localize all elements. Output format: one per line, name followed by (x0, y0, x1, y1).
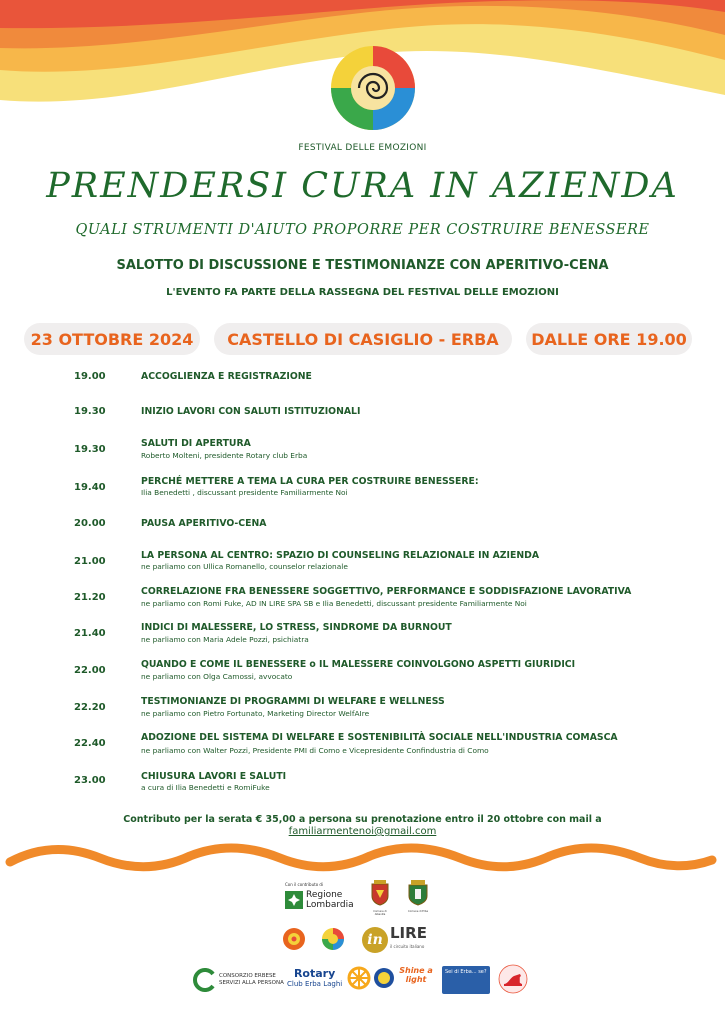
sei-di-erba-logo (442, 966, 490, 994)
page-title: PRENDERSI CURA IN AZIENDA (46, 166, 679, 206)
schedule-title: CHIUSURA LAVORI E SALUTI (141, 771, 287, 782)
schedule-time: 20.00 (74, 518, 106, 529)
event-series-note: L'EVENTO FA PARTE DELLA RASSEGNA DEL FESTIVAL DELLE EMOZIONI (166, 287, 559, 298)
inlire-logo (362, 926, 427, 954)
schedule-title: ACCOGLIENZA E REGISTRAZIONE (141, 371, 312, 382)
schedule-speaker: ne parliamo con Ullica Romanello, counselor relazionale (141, 562, 348, 571)
schedule-title: TESTIMONIANZE DI PROGRAMMI DI WELFARE E WELLNESS (141, 696, 445, 707)
familiarmente-noi-logo-icon (282, 927, 306, 951)
schedule-title: CORRELAZIONE FRA BENESSERE SOGGETTIVO, PERFORMANCE E SODDISFAZIONE LAVORATIVA (141, 586, 632, 597)
schedule-time: 21.20 (74, 592, 106, 603)
decorative-bottom-wave (0, 838, 725, 878)
schedule-time: 19.00 (74, 371, 106, 382)
festival-logo-icon (318, 40, 428, 140)
comune-erba-logo (405, 880, 431, 913)
comune1-caption: Comune di Albavilla (373, 910, 387, 916)
inlire-prefix: in (362, 927, 388, 953)
schedule-time: 21.40 (74, 628, 106, 639)
consorzio-erbese-logo (193, 966, 284, 994)
coat-of-arms-icon (370, 880, 390, 906)
schedule-speaker: ne parliamo con Pietro Fortunato, Marketing Director WelfAIre (141, 709, 370, 718)
schedule-time: 19.30 (74, 406, 106, 417)
schedule-title: INIZIO LAVORI CON SALUTI ISTITUZIONALI (141, 406, 361, 417)
schedule-speaker: ne parliamo con Olga Camossi, avvocato (141, 672, 293, 681)
lions-badge-icon (373, 967, 395, 989)
contribution-note: Contributo per la serata € 35,00 a persona su prenotazione entro il 20 ottobre con mail a (123, 814, 602, 825)
regione-line1: Regione (306, 890, 343, 900)
rotary-line2: Club Erba Laghi (287, 980, 343, 988)
event-location-badge: CASTELLO DI CASIGLIO - ERBA (214, 323, 512, 355)
comune2-caption: Comune di Erba (407, 910, 428, 913)
rotary-wheel-icon (347, 966, 371, 990)
schedule-time: 19.30 (74, 444, 106, 455)
schedule-speaker: a cura di Ilia Benedetti e RomiFuke (141, 783, 270, 792)
schedule-time: 22.40 (74, 738, 106, 749)
contact-email-link[interactable]: familiarmentenoi@gmail.com (288, 826, 437, 837)
consorzio-line1: CONSORZIO ERBESE (219, 973, 276, 979)
consorzio-line2: SERVIZI ALLA PERSONA (219, 980, 284, 986)
schedule-title: INDICI DI MALESSERE, LO STRESS, SINDROME DA BURNOUT (141, 622, 452, 633)
schedule-title: PERCHÉ METTERE A TEMA LA CURA PER COSTRUIRE BENESSERE: (141, 476, 479, 487)
regione-lombardia-logo (285, 889, 355, 911)
inlire-brand: LIRE (390, 924, 427, 942)
comune-albavilla-logo (368, 880, 392, 916)
schedule-time: 22.00 (74, 665, 106, 676)
schedule-title: PAUSA APERITIVO-CENA (141, 518, 267, 529)
schedule-time: 19.40 (74, 482, 106, 493)
festival-small-logo-icon (320, 926, 346, 952)
regione-lombardia-icon (285, 891, 303, 909)
sei-di-erba-text: Sei di Erba... se? (445, 969, 487, 975)
schedule-time: 23.00 (74, 775, 106, 786)
schedule-title: QUANDO E COME IL BENESSERE o IL MALESSERE COINVOLGONO ASPETTI GIURIDICI (141, 659, 576, 670)
event-description: SALOTTO DI DISCUSSIONE E TESTIMONIANZE CON APERITIVO-CENA (116, 258, 609, 273)
inlire-tagline: il circuito italiano (390, 944, 425, 949)
red-shoe-logo-icon (496, 964, 530, 994)
regione-line2: Lombardia (306, 900, 354, 910)
shine-a-light-logo: Shine a light (399, 966, 433, 984)
page-subtitle: QUALI STRUMENTI D'AIUTO PROPORRE PER COSTRUIRE BENESSERE (75, 222, 650, 238)
schedule-speaker: ne parliamo con Romi Fuke, AD IN LIRE SPA SB e Ilia Benedetti, discussant presidente Familiarmente Noi (141, 599, 527, 608)
schedule-title: SALUTI DI APERTURA (141, 438, 251, 449)
schedule-title: ADOZIONE DEL SISTEMA DI WELFARE E SOSTENIBILITÀ SOCIALE NELL'INDUSTRIA COMASCA (141, 732, 618, 743)
event-date-badge: 23 OTTOBRE 2024 (24, 323, 200, 355)
schedule-time: 22.20 (74, 702, 106, 713)
event-time-badge: DALLE ORE 19.00 (526, 323, 692, 355)
logo-caption: FESTIVAL DELLE EMOZIONI (298, 143, 427, 153)
sponsor-caption: Con il contributo di (285, 882, 324, 887)
rotary-club-logo (287, 968, 342, 990)
coat-of-arms-icon (407, 880, 429, 906)
schedule-speaker: Ilia Benedetti , discussant presidente Familiarmente Noi (141, 488, 348, 497)
schedule-speaker: Roberto Molteni, presidente Rotary club Erba (141, 451, 308, 460)
schedule-title: LA PERSONA AL CENTRO: SPAZIO DI COUNSELING RELAZIONALE IN AZIENDA (141, 550, 540, 561)
schedule-speaker: ne parliamo con Maria Adele Pozzi, psichiatra (141, 635, 309, 644)
rotary-line1: Rotary (293, 967, 336, 980)
consorzio-icon (193, 968, 217, 992)
schedule-speaker: ne parliamo con Walter Pozzi, Presidente PMI di Como e Vicepresidente Confindustria di Como (141, 746, 489, 755)
schedule-time: 21.00 (74, 556, 106, 567)
